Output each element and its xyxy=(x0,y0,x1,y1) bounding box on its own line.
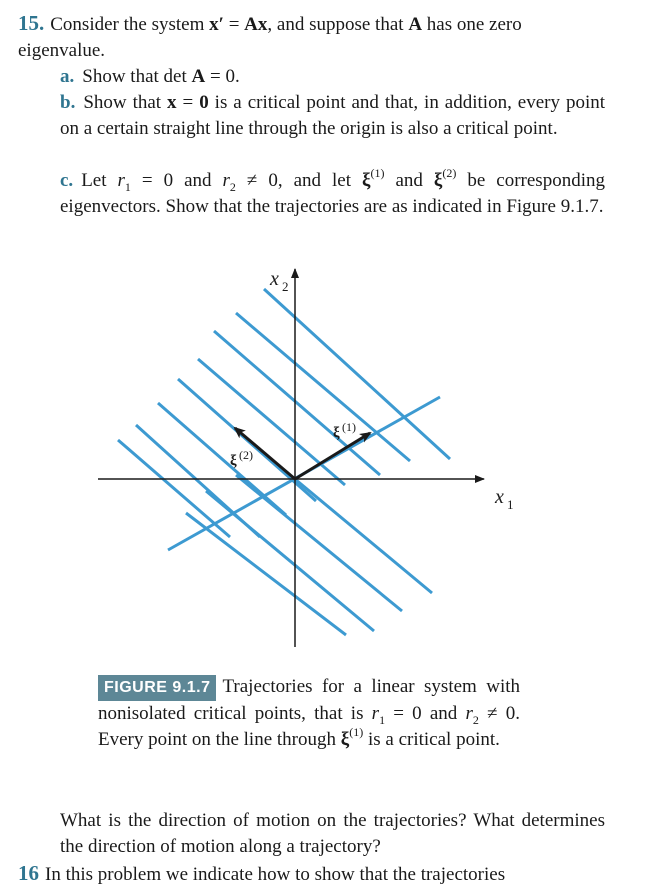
part-c-text-4: and xyxy=(384,170,434,191)
part-c-label: c. xyxy=(60,170,74,191)
part-c-r2: r xyxy=(222,170,230,191)
trajectory-line xyxy=(206,491,374,631)
part-c xyxy=(60,165,605,220)
ax: Ax xyxy=(244,14,268,35)
trajectory-lines xyxy=(118,289,450,635)
caption-text-4: is a critical point. xyxy=(363,729,500,750)
part-c-text-2: = 0 and xyxy=(130,170,223,191)
problem-number: 15. xyxy=(18,11,45,35)
part-c-xi1: ξ xyxy=(361,170,371,191)
x1-subscript: 1 xyxy=(507,497,514,512)
trajectory-line xyxy=(118,440,230,537)
direction-question xyxy=(60,808,605,860)
part-c-sup1: (1) xyxy=(370,165,385,180)
part-c-sub2: 2 xyxy=(229,179,236,194)
caption-sub2: 2 xyxy=(472,712,479,727)
trajectory-line xyxy=(186,513,346,635)
xi1-superscript: (1) xyxy=(342,420,356,434)
trajectory-line xyxy=(198,359,345,485)
part-b-text-2: = xyxy=(176,92,200,113)
x2-label: x xyxy=(270,268,279,290)
part-c-sub1: 1 xyxy=(124,179,131,194)
trajectory-line xyxy=(236,475,402,611)
part-a-label: a. xyxy=(60,66,75,87)
part-c-text-1: Let xyxy=(81,170,118,191)
part-a-text-2: = 0. xyxy=(205,66,240,87)
caption-sub1: 1 xyxy=(379,712,386,727)
matrix-a: A xyxy=(408,14,423,35)
part-b-text-3: is a critical point and that, in addition, every point on a certain straight line through the origin is also a critical point. xyxy=(60,92,605,139)
part-a xyxy=(60,64,605,90)
part-c-r1: r xyxy=(117,170,125,191)
problem-intro xyxy=(18,10,618,64)
x2-subscript: 2 xyxy=(282,279,289,294)
part-c-xi2: ξ xyxy=(433,170,443,191)
next-problem-text: In this problem we indicate how to show that the trajectories xyxy=(45,864,506,885)
part-c-text-5: be corresponding eigenvectors. Show that the trajectories are as indicated in Figure 9.1.7. xyxy=(60,170,605,217)
part-c-sup2: (2) xyxy=(442,165,457,180)
equals: = xyxy=(223,14,245,35)
caption-sup1: (1) xyxy=(349,724,364,739)
question-text: What is the direction of motion on the trajectories? What determines the direction of motion along a trajectory? xyxy=(60,810,605,857)
part-b-label: b. xyxy=(60,92,76,113)
intro-text-2: , and suppose that xyxy=(267,14,409,35)
next-problem xyxy=(18,860,505,888)
caption-text-3: ≠ 0. Every point on the line through xyxy=(98,703,520,750)
xi2-label: ξ xyxy=(230,453,237,469)
x-prime: x′ xyxy=(209,14,224,35)
caption-xi: ξ xyxy=(340,729,350,750)
part-b-zero: 0 xyxy=(199,92,209,113)
trajectory-line xyxy=(264,289,450,459)
intro-text-1: Consider the system xyxy=(50,14,210,35)
caption-r2: r xyxy=(465,703,473,724)
part-b-x: x xyxy=(167,92,177,113)
part-c-text-3: ≠ 0, and let xyxy=(235,170,362,191)
part-b xyxy=(60,90,605,142)
intro-text-3: has one zero xyxy=(422,14,522,35)
xi2-superscript: (2) xyxy=(239,448,253,462)
intro-text-4: eigenvalue. xyxy=(18,40,106,61)
part-a-matrix: A xyxy=(191,66,206,87)
figure-9-1-7 xyxy=(0,255,668,655)
next-problem-number: 16 xyxy=(18,861,39,885)
xi1-label: ξ xyxy=(333,425,340,441)
caption-r1: r xyxy=(371,703,380,724)
figure-badge: FIGURE 9.1.7 xyxy=(98,675,216,701)
part-b-text-1: Show that xyxy=(83,92,168,113)
caption-text-2: = 0 and xyxy=(385,703,466,724)
trajectory-line xyxy=(236,313,410,461)
x1-label: x xyxy=(495,486,504,508)
part-a-text-1: Show that det xyxy=(82,66,192,87)
caption-text-1: Trajectories for a linear system with nonisolated critical points, that is xyxy=(98,676,520,724)
figure-caption xyxy=(98,674,520,753)
